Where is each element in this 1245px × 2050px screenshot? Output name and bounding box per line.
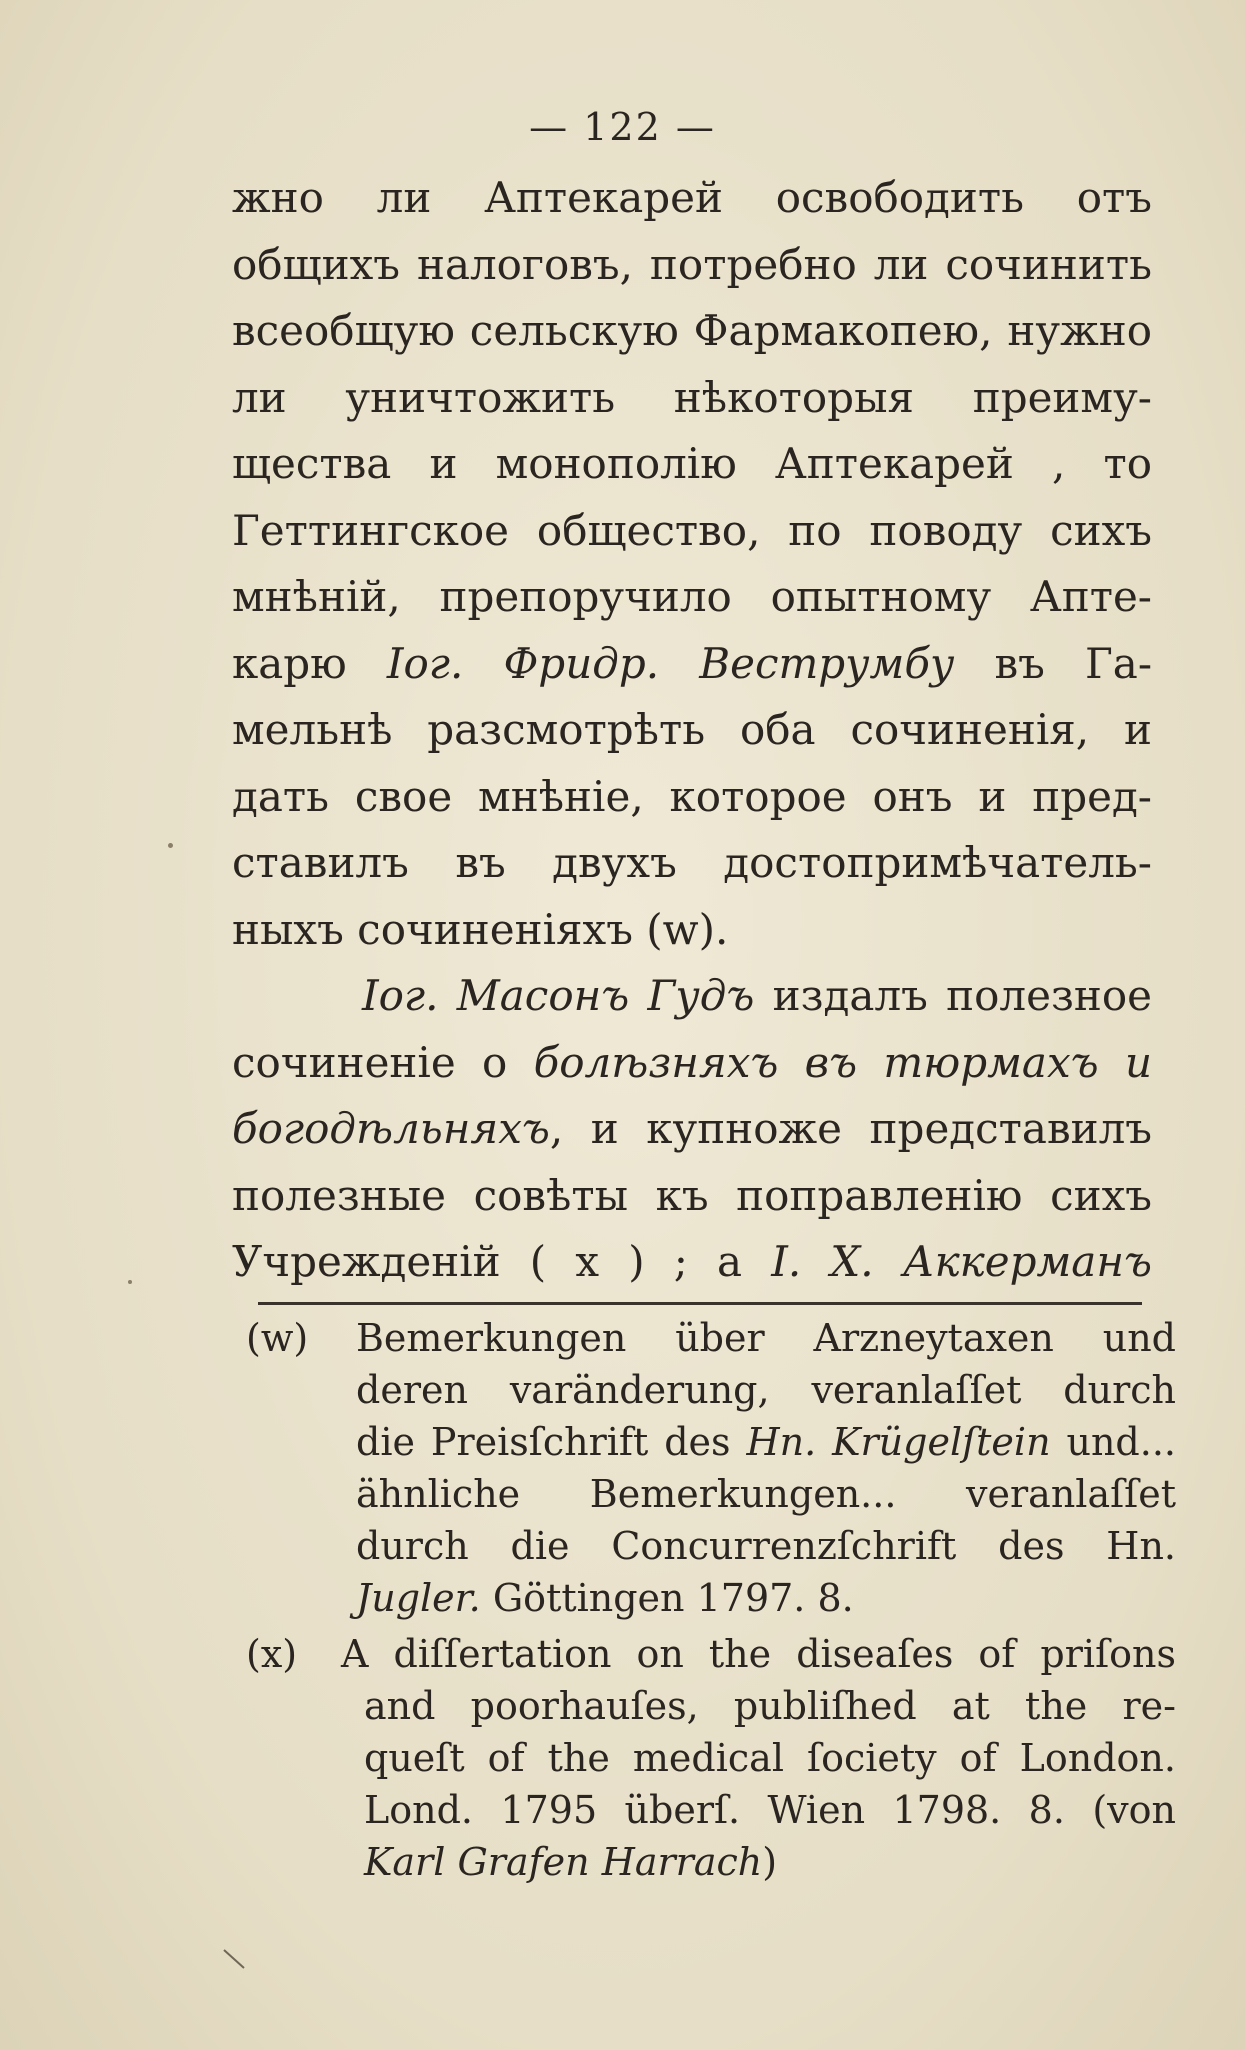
text-line: общихъ налоговъ, потребно ли сочинить xyxy=(232,239,1152,289)
text-line: щества и монополію Аптекарей , то xyxy=(232,439,1152,488)
page-number: — 122 — xyxy=(529,105,716,149)
footnote-line: Jugler. Göttingen 1797. 8. xyxy=(356,1576,854,1620)
italic-name: I. X. Аккерманъ xyxy=(771,1237,1152,1286)
footnote-line: durch die Concurrenzſchrift des Hn. xyxy=(356,1524,1176,1568)
italic-name: Іог. Фридр. Веструмбу xyxy=(386,638,955,688)
text-line: дать свое мнѣніе, которое онъ и пред- xyxy=(232,771,1152,821)
footnote-mark: (w) xyxy=(246,1316,309,1360)
footnote-line: queſt of the medical ſociety of London. xyxy=(364,1736,1176,1780)
text-line: полезные совѣты къ поправленію сихъ xyxy=(232,1170,1152,1220)
text-line: ставилъ въ двухъ достопримѣчатель- xyxy=(232,838,1152,887)
text-line: всеобщую сельскую Фармакопею, нужно xyxy=(232,306,1152,355)
text-line: богодѣльняхъ, и купноже представилъ xyxy=(232,1104,1152,1153)
text-line: Учрежденій ( x ) ; а I. X. Аккерманъ xyxy=(232,1237,1152,1286)
text-line: жно ли Аптекарей освободить отъ xyxy=(232,173,1152,222)
italic-name: Jugler. xyxy=(356,1576,481,1620)
footnote-divider xyxy=(258,1302,1142,1305)
footnotes xyxy=(246,1312,1176,1888)
italic-name: Karl Grafen Harrach xyxy=(364,1840,763,1884)
paper-mark xyxy=(222,1948,248,1972)
text-line: Іог. Масонъ Гудъ издалъ полезное xyxy=(362,971,1152,1020)
footnote-line: die Preisſchrift des Hn. Krügelſtein und... xyxy=(356,1420,1176,1464)
text-line: ли уничтожить нѣкоторыя преиму- xyxy=(232,372,1152,422)
footnote-line: deren varänderung, veranlaſſet durch xyxy=(356,1368,1176,1412)
paper-speck xyxy=(128,1280,132,1284)
footnote-x xyxy=(246,1628,1176,1888)
footnote-w xyxy=(246,1312,1176,1624)
footnote-line: Bemerkungen über Arzneytaxen und xyxy=(356,1316,1176,1360)
paper-speck xyxy=(168,843,173,848)
footnote-line: A diſſertation on the diseaſes of priſons xyxy=(341,1632,1176,1676)
main-text xyxy=(232,165,1152,1296)
text-line: ныхъ сочиненіяхъ (w). xyxy=(232,904,729,954)
text-line: карю Іог. Фридр. Веструмбу въ Га- xyxy=(232,638,1153,688)
text-line: мнѣній, препоручило опытному Апте- xyxy=(232,572,1152,621)
italic-title: болѣзняхъ въ тюрмахъ и xyxy=(533,1037,1152,1087)
italic-name: Іог. Масонъ Гудъ xyxy=(362,971,755,1020)
italic-title: богодѣльняхъ xyxy=(232,1104,550,1153)
footnote-line: Lond. 1795 überſ. Wien 1798. 8. (von xyxy=(364,1788,1176,1832)
text-line: Геттингское общество, по поводу сихъ xyxy=(232,505,1152,555)
text-line: мельнѣ разсмотрѣть оба сочиненія, и xyxy=(232,705,1152,754)
italic-name: Hn. Krügelſtein xyxy=(746,1420,1051,1464)
footnote-mark: (x) xyxy=(246,1632,298,1676)
footnote-line: ähnliche Bemerkungen... veranlaſſet xyxy=(356,1472,1176,1516)
footnote-line: Karl Grafen Harrach) xyxy=(364,1840,778,1884)
footnote-line: and poorhauſes, publiſhed at the re- xyxy=(364,1684,1176,1728)
text-line: сочиненіе о болѣзняхъ въ тюрмахъ и xyxy=(232,1037,1152,1087)
